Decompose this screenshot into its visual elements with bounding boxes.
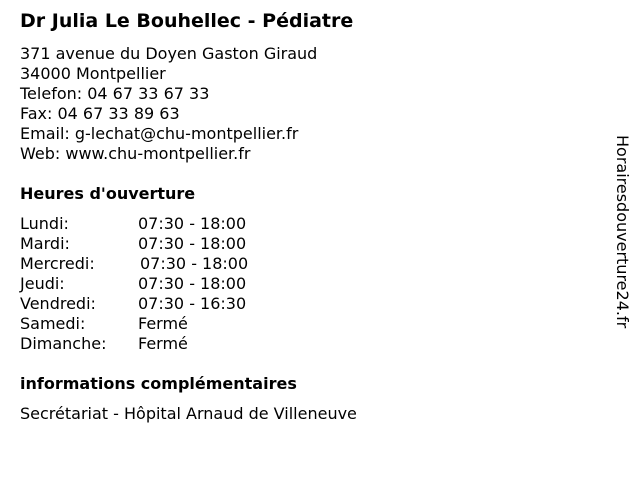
page-title: Dr Julia Le Bouhellec - Pédiatre [20,10,354,32]
address-line-2: 34000 Montpellier [20,64,166,83]
address-line-1: 371 avenue du Doyen Gaston Giraud [20,44,318,63]
hours-row-thursday [20,274,340,294]
info-text: Secrétariat - Hôpital Arnaud de Villeneuve [20,404,357,423]
hours-time: 07:30 - 16:30 [138,294,247,313]
hours-time: 07:30 - 18:00 [138,274,247,293]
hours-time: 07:30 - 18:00 [140,254,249,273]
hours-row-monday [20,214,340,234]
hours-row-saturday [20,314,340,334]
hours-row-friday [20,294,340,314]
info-heading: informations complémentaires [20,374,297,393]
hours-time: Fermé [138,334,188,353]
contact-block [20,44,317,164]
hours-row-sunday [20,334,340,354]
hours-heading: Heures d'ouverture [20,184,196,203]
hours-day: Dimanche: [20,334,107,353]
hours-row-tuesday [20,234,340,254]
watermark-text: Horairesdouverture24.fr [613,135,632,329]
opening-hours-list [20,214,340,354]
fax-number: Fax: 04 67 33 89 63 [20,104,180,123]
hours-day: Samedi: [20,314,86,333]
hours-time: Fermé [138,314,188,333]
website-address: Web: www.chu-montpellier.fr [20,144,251,163]
hours-row-wednesday [20,254,340,274]
hours-time: 07:30 - 18:00 [138,234,247,253]
hours-day: Mardi: [20,234,70,253]
email-address: Email: g-lechat@chu-montpellier.fr [20,124,299,143]
phone-number: Telefon: 04 67 33 67 33 [20,84,210,103]
hours-day: Vendredi: [20,294,96,313]
hours-day: Lundi: [20,214,69,233]
hours-day: Jeudi: [20,274,65,293]
hours-time: 07:30 - 18:00 [138,214,247,233]
hours-day: Mercredi: [20,254,95,273]
